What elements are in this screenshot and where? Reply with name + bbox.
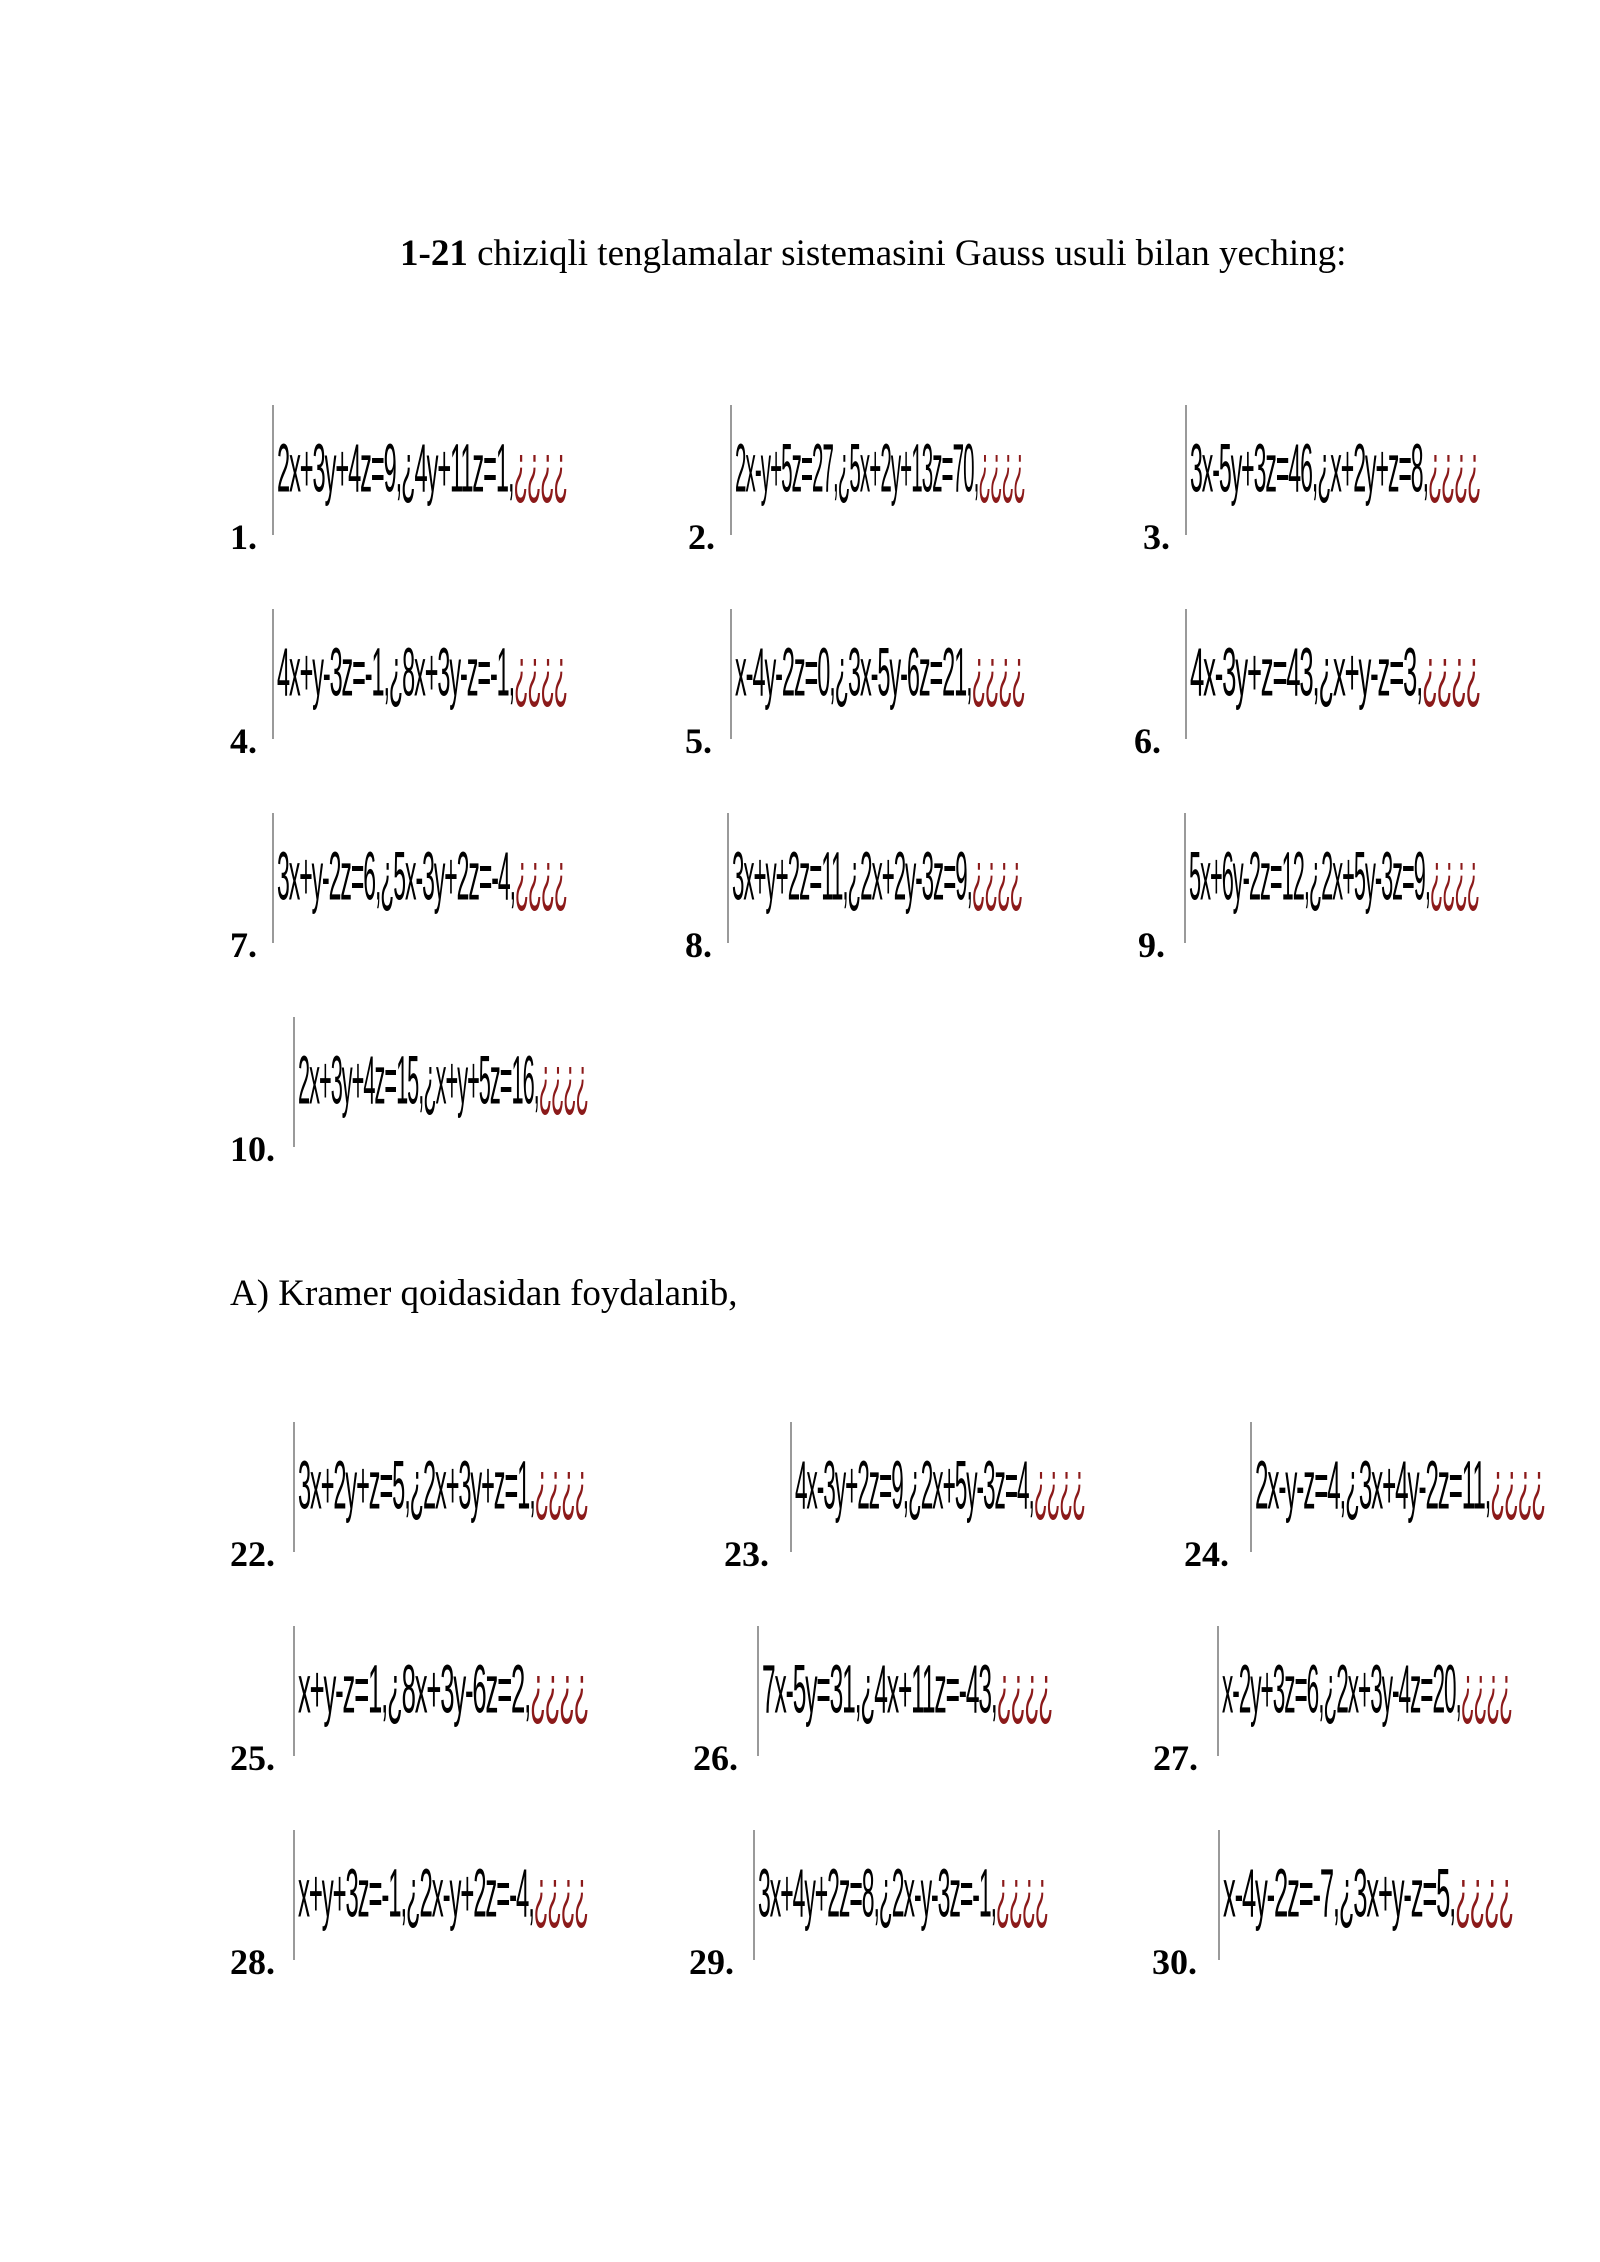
equation-system bbox=[1184, 813, 1479, 943]
equation-text: 3x+y-2z=6,¿5x-3y+2z=-4,¿¿¿¿ bbox=[277, 839, 567, 916]
equation-system bbox=[272, 813, 567, 943]
brace bbox=[730, 405, 732, 535]
problem-22 bbox=[230, 1432, 710, 1572]
problem-number: 27. bbox=[1153, 1738, 1198, 1778]
heading-range: 1-21 bbox=[400, 233, 468, 274]
brace bbox=[272, 609, 274, 739]
problem-number: 7. bbox=[230, 925, 257, 965]
equation-system bbox=[1250, 1422, 1545, 1552]
problem-10 bbox=[230, 1027, 710, 1167]
problem-number: 6. bbox=[1134, 721, 1161, 761]
equation-system bbox=[293, 1626, 588, 1756]
problem-number: 22. bbox=[230, 1534, 275, 1574]
brace bbox=[293, 1422, 295, 1552]
equation-text: 2x-y-z=4,¿3x+4y-2z=11,¿¿¿¿ bbox=[1255, 1448, 1545, 1525]
page-heading bbox=[400, 232, 1346, 275]
problem-9 bbox=[1138, 823, 1600, 963]
equation-text: 4x-3y+2z=9,¿2x+5y-3z=4,¿¿¿¿ bbox=[795, 1448, 1085, 1525]
problem-2 bbox=[688, 415, 1168, 555]
equation-system bbox=[1218, 1830, 1513, 1960]
equation-system bbox=[272, 609, 567, 739]
equation-text: 3x-5y+3z=46,¿x+2y+z=8,¿¿¿¿ bbox=[1190, 431, 1480, 508]
problem-29 bbox=[689, 1840, 1169, 1980]
equation-text: x-2y+3z=6,¿2x+3y-4z=20,¿¿¿¿ bbox=[1222, 1652, 1512, 1729]
equation-system bbox=[730, 405, 1025, 535]
equation-system bbox=[753, 1830, 1048, 1960]
equation-text: x-4y-2z=-7,¿3x+y-z=5,¿¿¿¿ bbox=[1223, 1856, 1513, 1933]
equation-text: 3x+2y+z=5,¿2x+3y+z=1,¿¿¿¿ bbox=[298, 1448, 588, 1525]
equation-text: x-4y-2z=0,¿3x-5y-6z=21,¿¿¿¿ bbox=[735, 635, 1025, 712]
brace bbox=[1218, 1830, 1220, 1960]
brace bbox=[730, 609, 732, 739]
brace bbox=[1184, 813, 1186, 943]
brace bbox=[753, 1830, 755, 1960]
equation-text: 5x+6y-2z=12,¿2x+5y-3z=9,¿¿¿¿ bbox=[1189, 839, 1479, 916]
section-a-title: A) Kramer qoidasidan foydalanib, bbox=[230, 1273, 738, 1314]
problem-5 bbox=[685, 619, 1165, 759]
equation-text: x+y+3z=-1,¿2x-y+2z=-4,¿¿¿¿ bbox=[298, 1856, 588, 1933]
problem-8 bbox=[685, 823, 1165, 963]
problem-1 bbox=[230, 415, 710, 555]
brace bbox=[1217, 1626, 1219, 1756]
equation-system bbox=[1217, 1626, 1512, 1756]
equation-text: 7x-5y=31,¿4x+11z=-43,¿¿¿¿ bbox=[762, 1652, 1052, 1729]
problem-number: 29. bbox=[689, 1942, 734, 1982]
brace bbox=[757, 1626, 759, 1756]
problem-number: 26. bbox=[693, 1738, 738, 1778]
equation-system bbox=[790, 1422, 1085, 1552]
problem-4 bbox=[230, 619, 710, 759]
equation-text: 2x+3y+4z=9,¿4y+11z=1,¿¿¿¿ bbox=[277, 431, 567, 508]
equation-text: 4x+y-3z=-1,¿8x+3y-z=-1,¿¿¿¿ bbox=[277, 635, 567, 712]
brace bbox=[272, 405, 274, 535]
equation-text: 3x+y+2z=11,¿2x+2y-3z=9,¿¿¿¿ bbox=[732, 839, 1022, 916]
equation-system bbox=[293, 1830, 588, 1960]
problem-number: 1. bbox=[230, 517, 257, 557]
problem-number: 2. bbox=[688, 517, 715, 557]
equation-system bbox=[727, 813, 1022, 943]
brace bbox=[727, 813, 729, 943]
problem-3 bbox=[1143, 415, 1600, 555]
brace bbox=[272, 813, 274, 943]
equation-system bbox=[1185, 405, 1480, 535]
equation-text: x+y-z=1,¿8x+3y-6z=2,¿¿¿¿ bbox=[298, 1652, 588, 1729]
equation-text: 2x-y+5z=27,¿5x+2y+13z=70,¿¿¿¿ bbox=[735, 431, 1025, 508]
equation-system bbox=[293, 1017, 588, 1147]
brace bbox=[790, 1422, 792, 1552]
problem-6 bbox=[1134, 619, 1600, 759]
problem-number: 23. bbox=[724, 1534, 769, 1574]
equation-system bbox=[730, 609, 1025, 739]
heading-text: chiziqli tenglamalar sistemasini Gauss usuli bilan yeching: bbox=[467, 233, 1347, 274]
problem-7 bbox=[230, 823, 710, 963]
equation-system bbox=[1185, 609, 1480, 739]
equation-system bbox=[293, 1422, 588, 1552]
brace bbox=[1185, 405, 1187, 535]
problem-number: 3. bbox=[1143, 517, 1170, 557]
problem-number: 5. bbox=[685, 721, 712, 761]
problem-number: 9. bbox=[1138, 925, 1165, 965]
equation-text: 4x-3y+z=43,¿x+y-z=3,¿¿¿¿ bbox=[1190, 635, 1480, 712]
equation-system bbox=[757, 1626, 1052, 1756]
problem-23 bbox=[724, 1432, 1204, 1572]
equation-text: 3x+4y+2z=8,¿2x-y-3z=-1,¿¿¿¿ bbox=[758, 1856, 1048, 1933]
brace bbox=[1185, 609, 1187, 739]
problem-26 bbox=[693, 1636, 1173, 1776]
equation-system bbox=[272, 405, 567, 535]
equation-text: 2x+3y+4z=15,¿x+y+5z=16,¿¿¿¿ bbox=[298, 1043, 588, 1120]
brace bbox=[293, 1830, 295, 1960]
problem-number: 30. bbox=[1152, 1942, 1197, 1982]
problem-number: 24. bbox=[1184, 1534, 1229, 1574]
problem-number: 28. bbox=[230, 1942, 275, 1982]
problem-number: 8. bbox=[685, 925, 712, 965]
problem-28 bbox=[230, 1840, 710, 1980]
brace bbox=[293, 1626, 295, 1756]
problem-27 bbox=[1153, 1636, 1600, 1776]
problem-30 bbox=[1152, 1840, 1600, 1980]
problem-number: 25. bbox=[230, 1738, 275, 1778]
problem-number: 10. bbox=[230, 1129, 275, 1169]
brace bbox=[1250, 1422, 1252, 1552]
problem-25 bbox=[230, 1636, 710, 1776]
brace bbox=[293, 1017, 295, 1147]
problem-24 bbox=[1184, 1432, 1600, 1572]
problem-number: 4. bbox=[230, 721, 257, 761]
